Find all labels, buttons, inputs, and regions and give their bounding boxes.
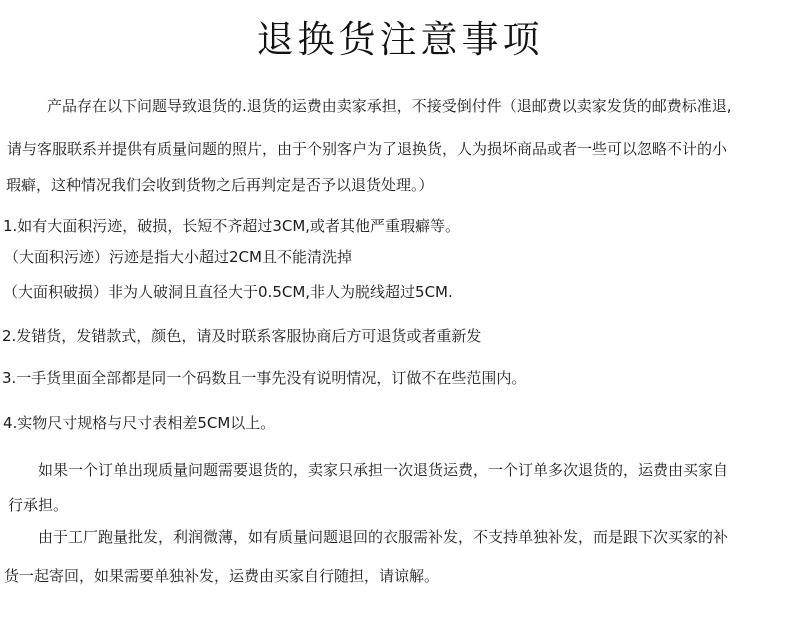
intro-line-1: 产品存在以下问题导致退货的.退货的运费由卖家承担，不接受倒付件（退邮费以卖家发货的邮费标准退,: [47, 97, 732, 115]
intro-line-2: 请与客服联系并提供有质量问题的照片，由于个别客户为了退换货，人为损坏商品或者一些可以忽略不计的小: [7, 140, 728, 158]
rule-item-4: 4.实物尺寸规格与尺寸表相差5CM以上。: [3, 414, 276, 432]
rule-item-1-note-stain: （大面积污迹）污迹是指大小超过2CM且不能清洗掉: [4, 248, 352, 266]
rule-item-1-note-damage: （大面积破损）非为人破洞且直径大于0.5CM,非人为脱线超过5CM.: [3, 283, 453, 301]
note-para-2-line-2: 货一起寄回，如果需要单独补发，运费由买家自行随担，请谅解。: [4, 567, 440, 585]
rule-item-3: 3.一手货里面全部都是同一个码数且一事先没有说明情况，订做不在些范围内。: [2, 369, 527, 387]
intro-line-3: 瑕癖，这种情况我们会收到货物之后再判定是否予以退货处理。）: [6, 176, 434, 194]
note-para-2-line-1: 由于工厂跑量批发，利润微薄，如有质量问题退回的衣服需补发，不支持单独补发，而是跟下次买家的补: [38, 528, 729, 546]
rule-item-1: 1.如有大面积污迹，破损，长短不齐超过3CM,或者其他严重瑕癖等。: [3, 217, 461, 235]
note-para-1-line-2: 行承担。: [8, 496, 69, 514]
page-title: 退换货注意事项: [256, 18, 544, 61]
rule-item-2: 2.发错货，发错款式，颜色，请及时联系客服协商后方可退货或者重新发: [2, 327, 482, 345]
note-para-1-line-1: 如果一个订单出现质量问题需要退货的，卖家只承担一次退货运费，一个订单多次退货的，运费由买家自: [38, 461, 729, 479]
